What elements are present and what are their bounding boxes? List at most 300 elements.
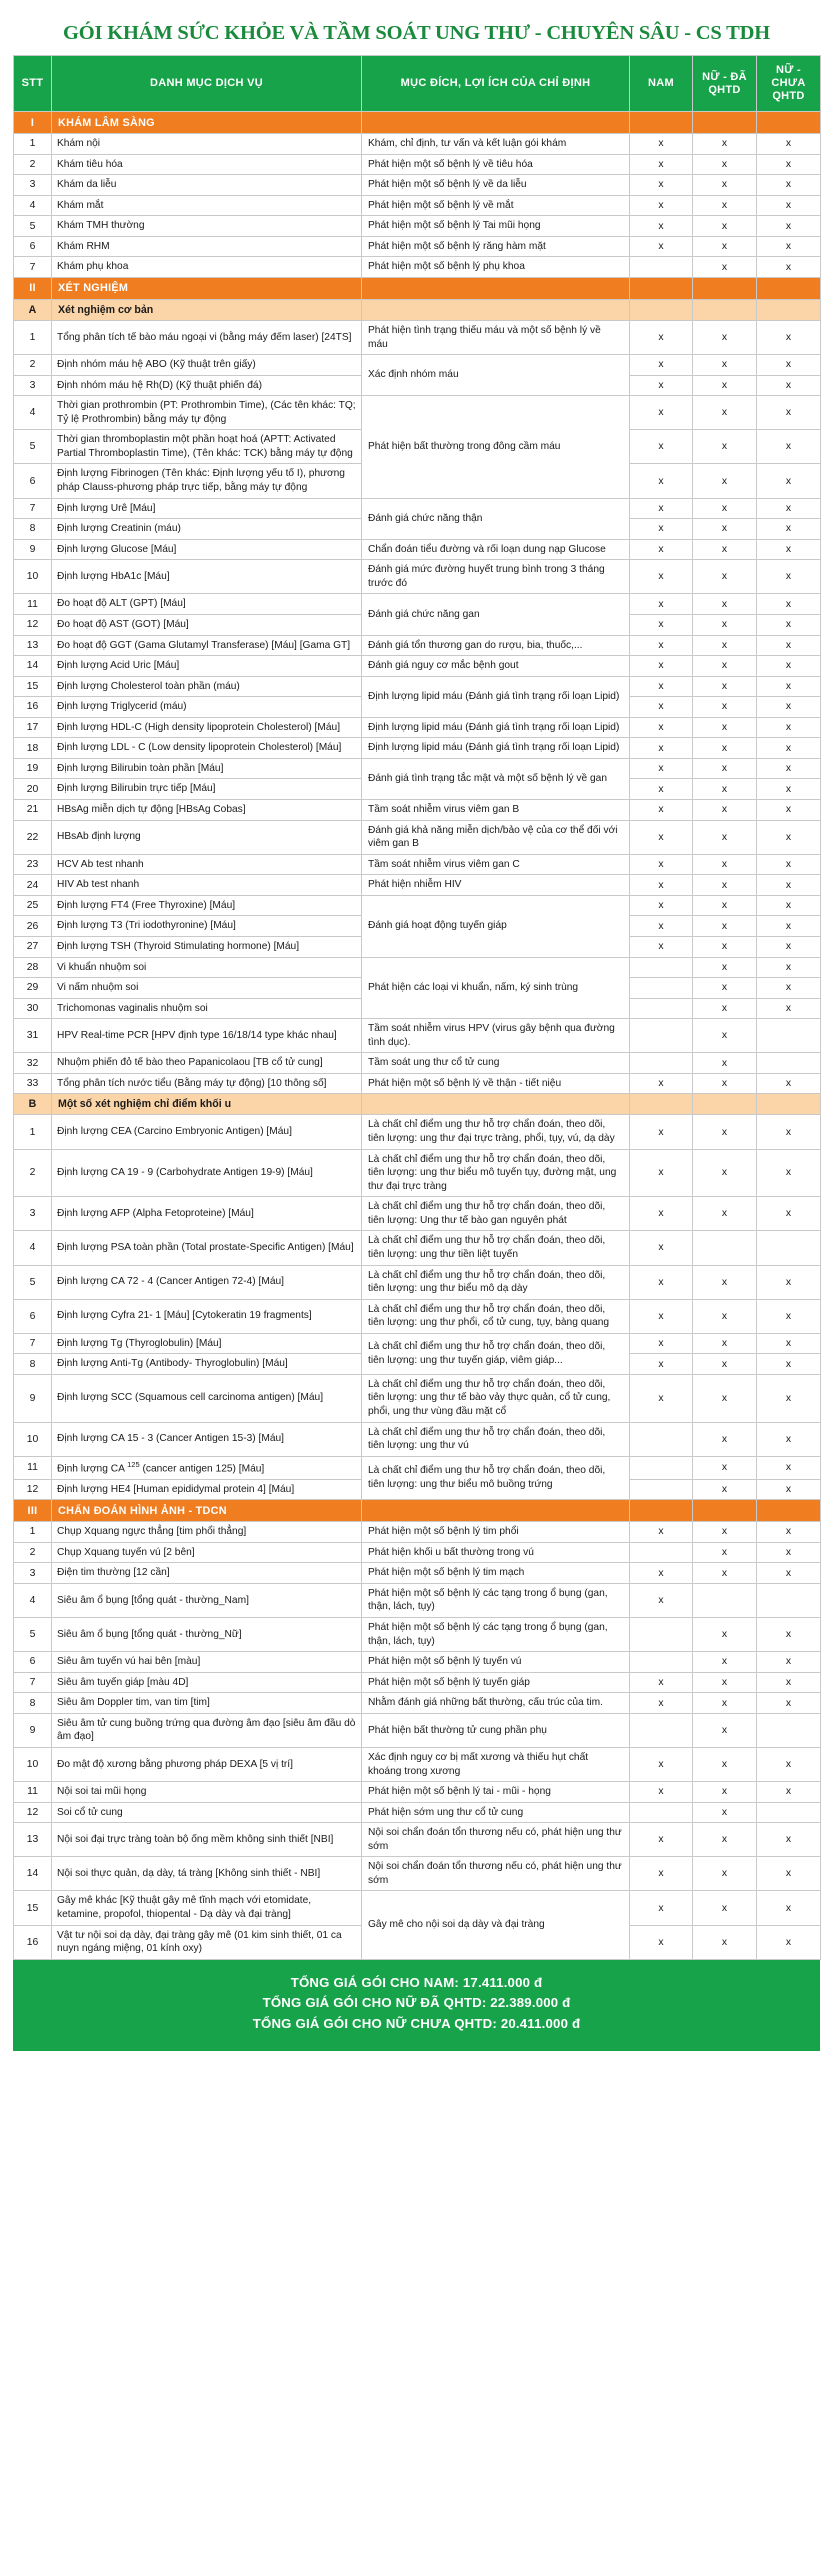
mark-nam: x	[630, 1583, 693, 1617]
row-number: 15	[14, 676, 52, 697]
service-purpose: Phát hiện một số bệnh lý về thận - tiết niệu	[362, 1073, 630, 1094]
blank-nu-chua	[757, 1500, 821, 1522]
mark-nam: x	[630, 519, 693, 540]
mark-nam	[630, 1019, 693, 1053]
mark-nu-chua: x	[757, 1522, 821, 1543]
mark-nu-chua: x	[757, 134, 821, 155]
row-number: 10	[14, 560, 52, 594]
service-name: Siêu âm ổ bụng [tổng quát - thường_Nam]	[52, 1583, 362, 1617]
mark-nam: x	[630, 779, 693, 800]
mark-nu-chua: x	[757, 614, 821, 635]
mark-nu-da: x	[693, 936, 757, 957]
table-row	[14, 498, 821, 519]
mark-nu-chua: x	[757, 1823, 821, 1857]
mark-nu-chua	[757, 1713, 821, 1747]
row-number: 12	[14, 1479, 52, 1500]
column-header-female-qhtd: NỮ - ĐÃ QHTD	[693, 56, 757, 112]
section-row	[14, 277, 821, 299]
table-row	[14, 1542, 821, 1563]
mark-nu-chua: x	[757, 257, 821, 278]
mark-nu-da: x	[693, 978, 757, 999]
service-name: Tổng phân tích nước tiểu (Bằng máy tự động) [10 thông số]	[52, 1073, 362, 1094]
mark-nu-da: x	[693, 697, 757, 718]
row-number: 1	[14, 1522, 52, 1543]
mark-nu-da: x	[693, 320, 757, 354]
mark-nam: x	[630, 895, 693, 916]
mark-nu-da: x	[693, 1652, 757, 1673]
table-row	[14, 1422, 821, 1456]
service-name: Khám mắt	[52, 195, 362, 216]
mark-nu-chua: x	[757, 396, 821, 430]
mark-nu-da: x	[693, 498, 757, 519]
section-number: I	[14, 112, 52, 134]
mark-nam: x	[630, 916, 693, 937]
mark-nu-da: x	[693, 717, 757, 738]
table-row	[14, 1802, 821, 1823]
mark-nam: x	[630, 539, 693, 560]
mark-nu-chua: x	[757, 936, 821, 957]
service-purpose: Là chất chỉ điểm ung thư hỗ trợ chẩn đoán, theo dõi, tiên lượng: ung thư biểu mô buồng trứng	[362, 1456, 630, 1500]
service-purpose: Phát hiện một số bệnh lý tim mạch	[362, 1563, 630, 1584]
mark-nu-da: x	[693, 594, 757, 615]
service-purpose: Là chất chỉ điểm ung thư hỗ trợ chẩn đoán, theo dõi, tiên lượng: Ung thư tế bào gan nguyên phát	[362, 1197, 630, 1231]
blank-purpose	[362, 112, 630, 134]
page-title: GÓI KHÁM SỨC KHỎE VÀ TẦM SOÁT UNG THƯ - CHUYÊN SÂU - CS TDH	[63, 22, 770, 44]
subsection-number: A	[14, 299, 52, 320]
table-row	[14, 1197, 821, 1231]
mark-nu-da: x	[693, 1857, 757, 1891]
mark-nam: x	[630, 464, 693, 498]
section-label: CHẨN ĐOÁN HÌNH ẢNH - TDCN	[52, 1500, 362, 1522]
blank-purpose	[362, 299, 630, 320]
mark-nu-da: x	[693, 519, 757, 540]
service-name: HCV Ab test nhanh	[52, 854, 362, 875]
row-number: 7	[14, 257, 52, 278]
service-purpose: Gây mê cho nội soi dạ dày và đại tràng	[362, 1891, 630, 1959]
blank-nam	[630, 112, 693, 134]
mark-nu-chua: x	[757, 758, 821, 779]
service-purpose: Là chất chỉ điểm ung thư hỗ trợ chẩn đoán, theo dõi, tiên lượng: ung thư phổi, cổ tử cung, tụy, bàng quang	[362, 1299, 630, 1333]
service-name: Đo hoạt độ ALT (GPT) [Máu]	[52, 594, 362, 615]
mark-nu-da: x	[693, 1672, 757, 1693]
service-name: Định lượng CEA (Carcino Embryonic Antigen) [Máu]	[52, 1115, 362, 1149]
mark-nu-chua: x	[757, 560, 821, 594]
service-purpose: Là chất chỉ điểm ung thư hỗ trợ chẩn đoán, theo dõi, tiên lượng: ung thư vú	[362, 1422, 630, 1456]
mark-nu-chua: x	[757, 195, 821, 216]
table-row	[14, 1019, 821, 1053]
mark-nu-da: x	[693, 1115, 757, 1149]
service-name: Khám TMH thường	[52, 216, 362, 237]
mark-nu-chua: x	[757, 1542, 821, 1563]
mark-nu-chua: x	[757, 1073, 821, 1094]
service-name: Vi nấm nhuộm soi	[52, 978, 362, 999]
service-purpose: Phát hiện bất thường tử cung phần phụ	[362, 1713, 630, 1747]
mark-nam: x	[630, 430, 693, 464]
service-purpose: Là chất chỉ điểm ung thư hỗ trợ chẩn đoán, theo dõi, tiên lượng: ung thư đại trực tràng, phổi, tụy, vú, dạ dày	[362, 1115, 630, 1149]
service-name: Định lượng TSH (Thyroid Stimulating hormone) [Máu]	[52, 936, 362, 957]
mark-nam: x	[630, 875, 693, 896]
section-row	[14, 1500, 821, 1522]
mark-nu-da: x	[693, 1925, 757, 1959]
subsection-row	[14, 299, 821, 320]
table-row	[14, 396, 821, 430]
blank-nu-da	[693, 277, 757, 299]
mark-nu-da: x	[693, 216, 757, 237]
row-number: 8	[14, 519, 52, 540]
row-number: 22	[14, 820, 52, 854]
mark-nu-da: x	[693, 1265, 757, 1299]
totals-footer	[13, 1960, 820, 2051]
service-name: Định lượng CA 72 - 4 (Cancer Antigen 72-4) [Máu]	[52, 1265, 362, 1299]
subsection-label: Xét nghiệm cơ bản	[52, 299, 362, 320]
blank-nu-da	[693, 1500, 757, 1522]
row-number: 2	[14, 355, 52, 376]
blank-nam	[630, 299, 693, 320]
table-row	[14, 957, 821, 978]
service-name: Soi cổ tử cung	[52, 1802, 362, 1823]
mark-nam: x	[630, 1782, 693, 1803]
mark-nam	[630, 1456, 693, 1479]
mark-nu-chua: x	[757, 779, 821, 800]
service-name: Định lượng Cholesterol toàn phần (máu)	[52, 676, 362, 697]
table-row	[14, 257, 821, 278]
mark-nu-da: x	[693, 854, 757, 875]
mark-nam: x	[630, 936, 693, 957]
column-header-stt: STT	[14, 56, 52, 112]
mark-nu-da: x	[693, 998, 757, 1019]
service-name: Định nhóm máu hệ ABO (Kỹ thuật trên giấy)	[52, 355, 362, 376]
mark-nam	[630, 1618, 693, 1652]
mark-nu-da: x	[693, 1563, 757, 1584]
column-header-female-no-qhtd: NỮ - CHƯA QHTD	[757, 56, 821, 112]
mark-nam	[630, 257, 693, 278]
mark-nu-da: x	[693, 635, 757, 656]
mark-nu-chua: x	[757, 1374, 821, 1422]
mark-nu-chua: x	[757, 1456, 821, 1479]
service-name: Định lượng Bilirubin toàn phần [Máu]	[52, 758, 362, 779]
mark-nam: x	[630, 656, 693, 677]
mark-nam: x	[630, 1299, 693, 1333]
mark-nu-da: x	[693, 154, 757, 175]
blank-nu-chua	[757, 112, 821, 134]
table-row	[14, 758, 821, 779]
mark-nam: x	[630, 800, 693, 821]
row-number: 3	[14, 1197, 52, 1231]
mark-nam: x	[630, 1672, 693, 1693]
service-purpose: Phát hiện nhiễm HIV	[362, 875, 630, 896]
mark-nu-chua: x	[757, 236, 821, 257]
service-purpose: Xác định nhóm máu	[362, 355, 630, 396]
table-row	[14, 320, 821, 354]
row-number: 24	[14, 875, 52, 896]
header-row	[14, 56, 821, 112]
service-name: HBsAb định lượng	[52, 820, 362, 854]
service-name: Nội soi thực quản, dạ dày, tá tràng [Không sinh thiết - NBI]	[52, 1857, 362, 1891]
row-number: 13	[14, 635, 52, 656]
row-number: 7	[14, 1333, 52, 1354]
row-number: 3	[14, 375, 52, 396]
subsection-row	[14, 1094, 821, 1115]
table-row	[14, 895, 821, 916]
mark-nu-chua	[757, 1802, 821, 1823]
mark-nu-chua: x	[757, 916, 821, 937]
row-number: 30	[14, 998, 52, 1019]
service-name: Định lượng Acid Uric [Máu]	[52, 656, 362, 677]
mark-nu-da: x	[693, 614, 757, 635]
mark-nam: x	[630, 854, 693, 875]
mark-nu-da: x	[693, 656, 757, 677]
service-purpose: Phát hiện một số bệnh lý các tạng trong ổ bụng (gan, thận, lách, tụy)	[362, 1618, 630, 1652]
row-number: 25	[14, 895, 52, 916]
mark-nam: x	[630, 1073, 693, 1094]
service-purpose: Phát hiện một số bệnh lý tai - mũi - họng	[362, 1782, 630, 1803]
service-purpose: Phát hiện một số bệnh lý phụ khoa	[362, 257, 630, 278]
row-number: 17	[14, 717, 52, 738]
mark-nam: x	[630, 1747, 693, 1781]
blank-nu-chua	[757, 277, 821, 299]
row-number: 11	[14, 594, 52, 615]
row-number: 7	[14, 498, 52, 519]
table-row	[14, 1115, 821, 1149]
mark-nam: x	[630, 1891, 693, 1925]
mark-nam	[630, 998, 693, 1019]
service-name: HPV Real-time PCR [HPV định type 16/18/14 type khác nhau]	[52, 1019, 362, 1053]
blank-nu-chua	[757, 299, 821, 320]
mark-nam: x	[630, 175, 693, 196]
table-row	[14, 236, 821, 257]
service-purpose: Xác định nguy cơ bị mất xương và thiếu hụt chất khoáng trong xương	[362, 1747, 630, 1781]
mark-nu-chua: x	[757, 957, 821, 978]
row-number: 32	[14, 1053, 52, 1074]
row-number: 6	[14, 1652, 52, 1673]
service-purpose: Nhằm đánh giá những bất thường, cấu trúc của tim.	[362, 1693, 630, 1714]
table-row	[14, 355, 821, 376]
mark-nu-da: x	[693, 1354, 757, 1375]
table-row	[14, 635, 821, 656]
service-purpose: Chẩn đoán tiểu đường và rối loạn dung nạp Glucose	[362, 539, 630, 560]
service-name: Siêu âm Doppler tim, van tim [tim]	[52, 1693, 362, 1714]
mark-nu-chua: x	[757, 676, 821, 697]
mark-nu-da: x	[693, 560, 757, 594]
mark-nu-chua: x	[757, 1354, 821, 1375]
service-name: Siêu âm ổ bụng [tổng quát - thường_Nữ]	[52, 1618, 362, 1652]
mark-nam	[630, 1542, 693, 1563]
mark-nam: x	[630, 1115, 693, 1149]
table-row	[14, 1522, 821, 1543]
row-number: 7	[14, 1672, 52, 1693]
mark-nu-chua: x	[757, 738, 821, 759]
blank-nam	[630, 1094, 693, 1115]
mark-nam: x	[630, 1265, 693, 1299]
table-row	[14, 1265, 821, 1299]
mark-nu-chua: x	[757, 978, 821, 999]
mark-nam: x	[630, 1563, 693, 1584]
mark-nu-da: x	[693, 464, 757, 498]
table-body	[14, 112, 821, 1960]
row-number: 31	[14, 1019, 52, 1053]
mark-nu-chua: x	[757, 594, 821, 615]
mark-nu-chua: x	[757, 154, 821, 175]
service-name: HBsAg miễn dịch tự động [HBsAg Cobas]	[52, 800, 362, 821]
mark-nam: x	[630, 560, 693, 594]
mark-nu-da: x	[693, 1891, 757, 1925]
service-name: Định lượng HE4 [Human epididymal protein 4] [Máu]	[52, 1479, 362, 1500]
service-purpose: Đánh giá tình trạng tắc mật và một số bệnh lý về gan	[362, 758, 630, 799]
mark-nu-chua: x	[757, 854, 821, 875]
mark-nu-da: x	[693, 875, 757, 896]
service-purpose: Đánh giá mức đường huyết trung bình trong 3 tháng trước đó	[362, 560, 630, 594]
mark-nu-chua: x	[757, 998, 821, 1019]
section-row	[14, 112, 821, 134]
table-row	[14, 1618, 821, 1652]
mark-nu-da: x	[693, 236, 757, 257]
row-number: 1	[14, 1115, 52, 1149]
table-row	[14, 1456, 821, 1479]
service-name: Định lượng Fibrinogen (Tên khác: Định lượng yếu tố I), phương pháp Clauss-phương pháp trực tiếp, bằng máy tự động	[52, 464, 362, 498]
row-number: 4	[14, 396, 52, 430]
mark-nu-da: x	[693, 1823, 757, 1857]
mark-nam	[630, 1422, 693, 1456]
row-number: 9	[14, 1713, 52, 1747]
mark-nu-chua: x	[757, 895, 821, 916]
section-number: III	[14, 1500, 52, 1522]
mark-nu-chua	[757, 1231, 821, 1265]
blank-nu-da	[693, 1094, 757, 1115]
blank-purpose	[362, 1500, 630, 1522]
row-number: 11	[14, 1456, 52, 1479]
mark-nu-da: x	[693, 1333, 757, 1354]
row-number: 18	[14, 738, 52, 759]
service-name: Nội soi đại trực tràng toàn bộ ống mềm không sinh thiết [NBI]	[52, 1823, 362, 1857]
row-number: 10	[14, 1747, 52, 1781]
table-row	[14, 1333, 821, 1354]
service-name: Định lượng Urê [Máu]	[52, 498, 362, 519]
mark-nam: x	[630, 1823, 693, 1857]
row-number: 12	[14, 1802, 52, 1823]
mark-nu-chua: x	[757, 320, 821, 354]
table-row	[14, 800, 821, 821]
service-name: Vi khuẩn nhuộm soi	[52, 957, 362, 978]
row-number: 2	[14, 1149, 52, 1197]
table-row	[14, 875, 821, 896]
mark-nam: x	[630, 1925, 693, 1959]
row-number: 26	[14, 916, 52, 937]
mark-nu-da: x	[693, 1618, 757, 1652]
table-row	[14, 738, 821, 759]
service-purpose: Nội soi chẩn đoán tổn thương nếu có, phát hiện ung thư sớm	[362, 1857, 630, 1891]
mark-nu-chua: x	[757, 1672, 821, 1693]
row-number: 9	[14, 539, 52, 560]
service-name: Siêu âm tử cung buồng trứng qua đường âm đạo [siêu âm đầu dò âm đạo]	[52, 1713, 362, 1747]
service-name: Điện tim thường [12 cần]	[52, 1563, 362, 1584]
service-purpose: Phát hiện một số bệnh lý Tai mũi họng	[362, 216, 630, 237]
table-row	[14, 820, 821, 854]
table-row	[14, 1231, 821, 1265]
mark-nu-chua: x	[757, 1115, 821, 1149]
service-purpose: Khám, chỉ định, tư vấn và kết luận gói khám	[362, 134, 630, 155]
service-purpose: Định lượng lipid máu (Đánh giá tình trạng rối loạn Lipid)	[362, 676, 630, 717]
column-header-male: NAM	[630, 56, 693, 112]
service-purpose: Định lượng lipid máu (Đánh giá tình trạng rối loạn Lipid)	[362, 738, 630, 759]
total-line: TỔNG GIÁ GÓI CHO NAM: 17.411.000 đ	[290, 1974, 543, 1990]
service-purpose: Phát hiện một số bệnh lý về mắt	[362, 195, 630, 216]
service-purpose: Đánh giá chức năng gan	[362, 594, 630, 635]
mark-nu-chua: x	[757, 1299, 821, 1333]
mark-nu-da: x	[693, 957, 757, 978]
table-row	[14, 717, 821, 738]
service-name: Định lượng CA 19 - 9 (Carbohydrate Antigen 19-9) [Máu]	[52, 1149, 362, 1197]
mark-nu-chua: x	[757, 1422, 821, 1456]
service-name: Định lượng CA $^{125}$ (cancer antigen 125) [Máu]	[52, 1456, 362, 1479]
mark-nu-chua: x	[757, 216, 821, 237]
mark-nu-da: x	[693, 195, 757, 216]
table-row	[14, 195, 821, 216]
service-purpose: Là chất chỉ điểm ung thư hỗ trợ chẩn đoán, theo dõi, tiên lượng: ung thư tiền liệt tuyến	[362, 1231, 630, 1265]
table-row	[14, 1563, 821, 1584]
service-name: Siêu âm tuyến giáp [màu 4D]	[52, 1672, 362, 1693]
mark-nu-chua: x	[757, 820, 821, 854]
service-name: Khám da liễu	[52, 175, 362, 196]
mark-nam: x	[630, 1857, 693, 1891]
mark-nu-chua	[757, 1053, 821, 1074]
row-number: 9	[14, 1374, 52, 1422]
service-purpose: Phát hiện khối u bất thường trong vú	[362, 1542, 630, 1563]
service-purpose: Phát hiện các loại vi khuẩn, nấm, ký sinh trùng	[362, 957, 630, 1019]
mark-nu-da: x	[693, 257, 757, 278]
service-name: Định lượng CA 15 - 3 (Cancer Antigen 15-3) [Máu]	[52, 1422, 362, 1456]
blank-purpose	[362, 277, 630, 299]
mark-nam: x	[630, 758, 693, 779]
service-purpose: Phát hiện sớm ung thư cổ tử cung	[362, 1802, 630, 1823]
service-name: Định lượng Creatinin (máu)	[52, 519, 362, 540]
blank-nu-da	[693, 299, 757, 320]
mark-nu-da: x	[693, 134, 757, 155]
table-row	[14, 1149, 821, 1197]
table-row	[14, 560, 821, 594]
mark-nam: x	[630, 1374, 693, 1422]
table-row	[14, 594, 821, 615]
mark-nam: x	[630, 236, 693, 257]
row-number: 14	[14, 656, 52, 677]
mark-nu-chua: x	[757, 800, 821, 821]
mark-nu-da: x	[693, 375, 757, 396]
mark-nu-da: x	[693, 676, 757, 697]
row-number: 4	[14, 195, 52, 216]
service-name: Định lượng Cyfra 21- 1 [Máu] [Cytokeratin 19 fragments]	[52, 1299, 362, 1333]
service-purpose: Tầm soát nhiễm virus HPV (virus gây bệnh qua đường tình dục).	[362, 1019, 630, 1053]
column-header-purpose: MỤC ĐÍCH, LỢI ÍCH CỦA CHỈ ĐỊNH	[362, 56, 630, 112]
row-number: 19	[14, 758, 52, 779]
service-purpose: Tầm soát ung thư cổ tử cung	[362, 1053, 630, 1074]
service-purpose: Là chất chỉ điểm ung thư hỗ trợ chẩn đoán, theo dõi, tiên lượng: ung thư tế bào vảy thực quản, cổ tử cung, phổi, ung thư vùng đầu mặt cổ	[362, 1374, 630, 1422]
row-number: 21	[14, 800, 52, 821]
mark-nu-chua	[757, 1019, 821, 1053]
table-row	[14, 1747, 821, 1781]
superscript: 125	[127, 1459, 140, 1469]
mark-nam: x	[630, 697, 693, 718]
mark-nu-chua: x	[757, 1149, 821, 1197]
service-name: Định lượng Anti-Tg (Antibody- Thyroglobulin) [Máu]	[52, 1354, 362, 1375]
row-number: 1	[14, 320, 52, 354]
row-number: 14	[14, 1857, 52, 1891]
section-label: KHÁM LÂM SÀNG	[52, 112, 362, 134]
mark-nu-chua: x	[757, 1265, 821, 1299]
mark-nam: x	[630, 594, 693, 615]
mark-nam: x	[630, 717, 693, 738]
service-name: Khám tiêu hóa	[52, 154, 362, 175]
mark-nu-chua: x	[757, 430, 821, 464]
mark-nam	[630, 1479, 693, 1500]
